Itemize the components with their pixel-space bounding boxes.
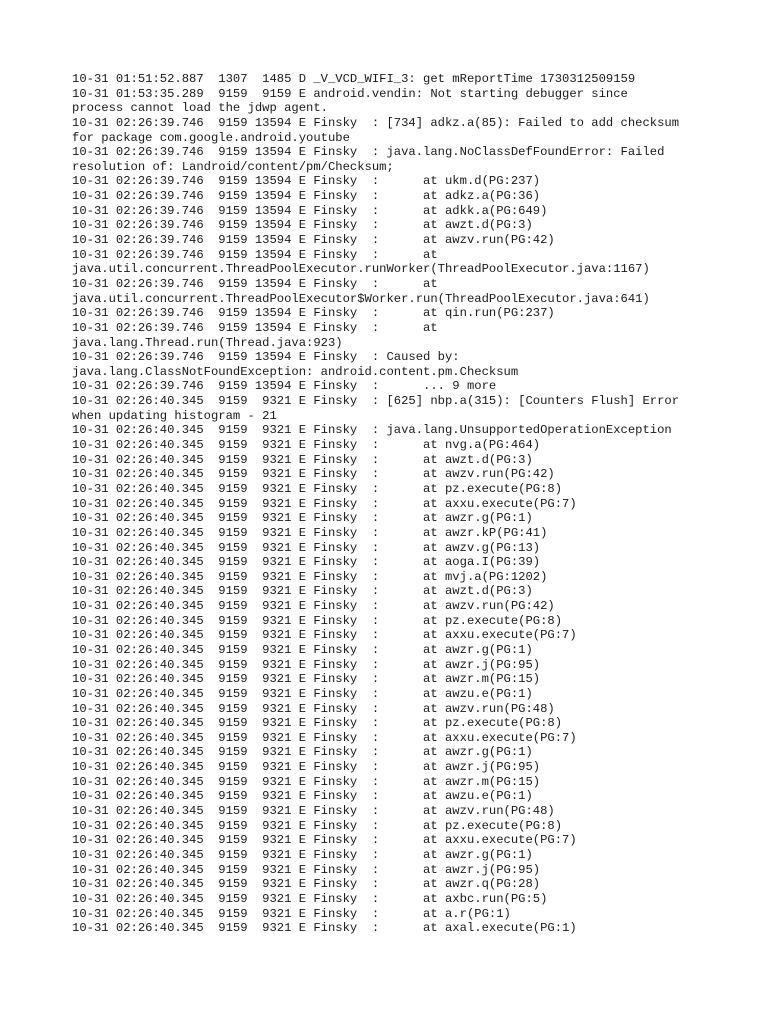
log-line: 10-31 02:26:40.345 9159 9321 E Finsky : at awzr.m(PG:15): [72, 774, 541, 789]
log-line: java.lang.Thread.run(Thread.java:923): [72, 335, 343, 350]
log-line: 10-31 02:26:39.746 9159 13594 E Finsky : at adkz.a(PG:36): [72, 189, 541, 204]
log-line: 10-31 02:26:40.345 9159 9321 E Finsky : at awzv.run(PG:42): [72, 467, 555, 482]
log-line: 10-31 01:51:52.887 1307 1485 D _V_VCD_WIFI_3: get mReportTime 1730312509159: [72, 72, 636, 86]
log-line: java.lang.ClassNotFoundException: android.content.pm.Checksum: [72, 364, 519, 379]
log-line: 10-31 02:26:39.746 9159 13594 E Finsky : at adkk.a(PG:649): [72, 203, 548, 218]
log-line: 10-31 02:26:40.345 9159 9321 E Finsky : at aoga.I(PG:39): [72, 555, 541, 570]
log-line: 10-31 02:26:39.746 9159 13594 E Finsky : at: [72, 276, 438, 291]
log-line: 10-31 02:26:40.345 9159 9321 E Finsky : at mvj.a(PG:1202): [72, 569, 548, 584]
log-line: 10-31 02:26:39.746 9159 13594 E Finsky : at ukm.d(PG:237): [72, 174, 541, 189]
log-line: 10-31 02:26:40.345 9159 9321 E Finsky : java.lang.UnsupportedOperationException: [72, 423, 672, 438]
log-line: 10-31 02:26:40.345 9159 9321 E Finsky : at awzr.kP(PG:41): [72, 525, 548, 540]
log-line: 10-31 02:26:39.746 9159 13594 E Finsky : ... 9 more: [72, 379, 497, 394]
log-text-block: [72, 72, 762, 936]
log-line: 10-31 02:26:40.345 9159 9321 E Finsky : at awzr.g(PG:1): [72, 745, 533, 760]
log-line: 10-31 02:26:40.345 9159 9321 E Finsky : at axxu.execute(PG:7): [72, 628, 577, 643]
log-line: 10-31 02:26:39.746 9159 13594 E Finsky : at awzt.d(PG:3): [72, 218, 533, 233]
log-line: 10-31 02:26:40.345 9159 9321 E Finsky : at awzv.run(PG:48): [72, 701, 555, 716]
log-line: when updating histogram - 21: [72, 408, 277, 423]
log-line: 10-31 02:26:40.345 9159 9321 E Finsky : at awzv.run(PG:48): [72, 804, 555, 819]
log-line: 10-31 02:26:40.345 9159 9321 E Finsky : at pz.execute(PG:8): [72, 818, 563, 833]
log-line: 10-31 02:26:40.345 9159 9321 E Finsky : at awzv.run(PG:42): [72, 599, 555, 614]
log-line: 10-31 02:26:40.345 9159 9321 E Finsky : at awzu.e(PG:1): [72, 686, 533, 701]
log-line: 10-31 02:26:40.345 9159 9321 E Finsky : at pz.execute(PG:8): [72, 716, 563, 731]
log-line: resolution of: Landroid/content/pm/Checksum;: [72, 159, 394, 174]
log-line: 10-31 02:26:39.746 9159 13594 E Finsky : java.lang.NoClassDefFoundError: Failed: [72, 145, 665, 160]
log-line: java.util.concurrent.ThreadPoolExecutor$Worker.run(ThreadPoolExecutor.java:641): [72, 291, 650, 306]
log-line: 10-31 02:26:40.345 9159 9321 E Finsky : at axxu.execute(PG:7): [72, 833, 577, 848]
log-line: 10-31 02:26:40.345 9159 9321 E Finsky : at pz.execute(PG:8): [72, 613, 563, 628]
log-line: 10-31 02:26:40.345 9159 9321 E Finsky : at axbc.run(PG:5): [72, 891, 548, 906]
log-line: 10-31 02:26:40.345 9159 9321 E Finsky : at awzr.j(PG:95): [72, 760, 541, 775]
log-line: 10-31 02:26:40.345 9159 9321 E Finsky : at a.r(PG:1): [72, 906, 511, 921]
log-line: for package com.google.android.youtube: [72, 130, 350, 145]
log-line: 10-31 02:26:39.746 9159 13594 E Finsky : Caused by:: [72, 350, 460, 365]
log-line: 10-31 02:26:40.345 9159 9321 E Finsky : at pz.execute(PG:8): [72, 481, 563, 496]
log-line: 10-31 02:26:39.746 9159 13594 E Finsky : [734] adkz.a(85): Failed to add checksum: [72, 115, 680, 130]
log-line: 10-31 02:26:40.345 9159 9321 E Finsky : at awzv.g(PG:13): [72, 540, 541, 555]
log-line: 10-31 02:26:40.345 9159 9321 E Finsky : at awzr.j(PG:95): [72, 657, 541, 672]
log-line: 10-31 02:26:39.746 9159 13594 E Finsky : at: [72, 247, 438, 262]
log-line: 10-31 02:26:39.746 9159 13594 E Finsky : at awzv.run(PG:42): [72, 233, 555, 248]
log-line: 10-31 02:26:40.345 9159 9321 E Finsky : at awzr.g(PG:1): [72, 847, 533, 862]
log-line: 10-31 01:53:35.289 9159 9159 E android.vendin: Not starting debugger since: [72, 86, 628, 101]
log-line: java.util.concurrent.ThreadPoolExecutor.runWorker(ThreadPoolExecutor.java:1167): [72, 262, 650, 277]
log-line: 10-31 02:26:40.345 9159 9321 E Finsky : at awzr.g(PG:1): [72, 642, 533, 657]
log-line: 10-31 02:26:40.345 9159 9321 E Finsky : at awzu.e(PG:1): [72, 789, 533, 804]
log-line: 10-31 02:26:40.345 9159 9321 E Finsky : at awzt.d(PG:3): [72, 452, 533, 467]
log-line: 10-31 02:26:40.345 9159 9321 E Finsky : at nvg.a(PG:464): [72, 438, 541, 453]
log-line: 10-31 02:26:40.345 9159 9321 E Finsky : [625] nbp.a(315): [Counters Flush] Error: [72, 394, 680, 409]
log-line: 10-31 02:26:40.345 9159 9321 E Finsky : at axal.execute(PG:1): [72, 921, 577, 936]
log-line: 10-31 02:26:39.746 9159 13594 E Finsky : at qin.run(PG:237): [72, 306, 555, 321]
log-line: 10-31 02:26:40.345 9159 9321 E Finsky : at awzr.j(PG:95): [72, 862, 541, 877]
log-line: 10-31 02:26:40.345 9159 9321 E Finsky : at awzt.d(PG:3): [72, 584, 533, 599]
log-line: 10-31 02:26:40.345 9159 9321 E Finsky : at axxu.execute(PG:7): [72, 730, 577, 745]
log-line: 10-31 02:26:40.345 9159 9321 E Finsky : at awzr.q(PG:28): [72, 877, 541, 892]
log-line: 10-31 02:26:40.345 9159 9321 E Finsky : at axxu.execute(PG:7): [72, 496, 577, 511]
log-line: 10-31 02:26:40.345 9159 9321 E Finsky : at awzr.g(PG:1): [72, 511, 533, 526]
log-line: process cannot load the jdwp agent.: [72, 101, 328, 116]
log-line: 10-31 02:26:39.746 9159 13594 E Finsky : at: [72, 320, 438, 335]
log-line: 10-31 02:26:40.345 9159 9321 E Finsky : at awzr.m(PG:15): [72, 672, 541, 687]
